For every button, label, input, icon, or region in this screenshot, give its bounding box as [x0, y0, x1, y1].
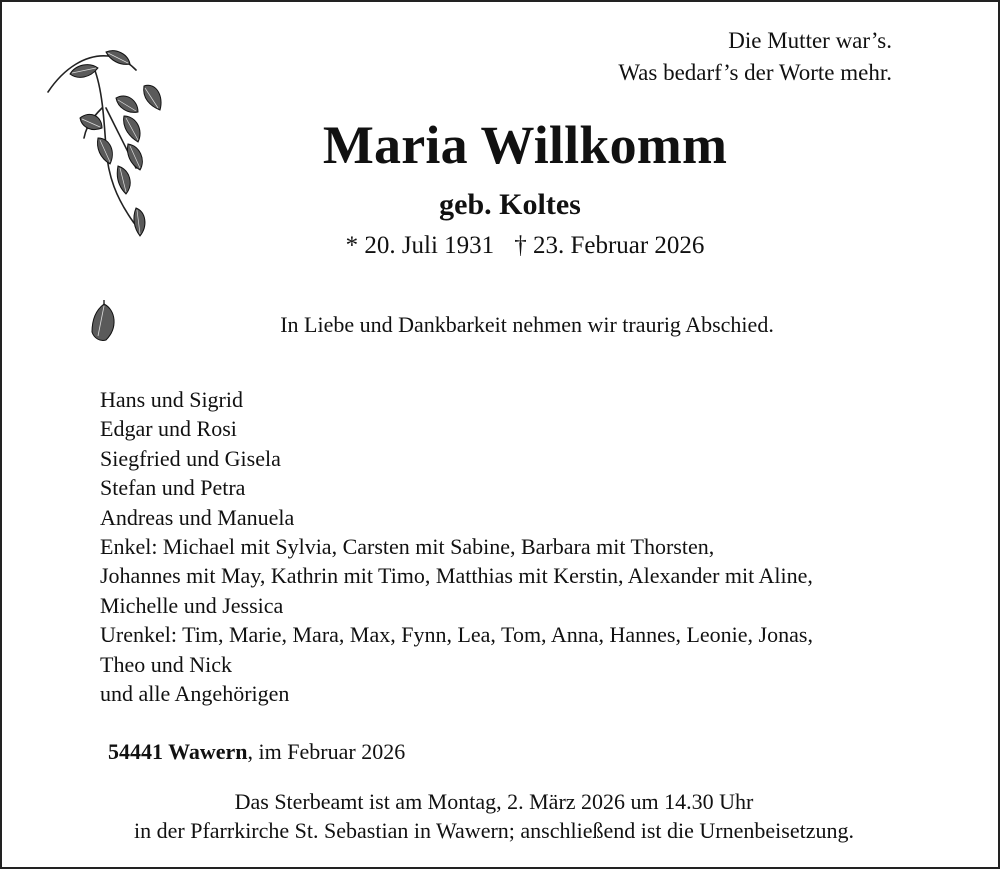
- service-line-2: in der Pfarrkirche St. Sebastian in Wawern; anschließend ist die Urnenbeisetzung.: [134, 818, 854, 843]
- place-date: , im Februar 2026: [247, 739, 406, 764]
- mourner-line: Michelle und Jessica: [100, 592, 284, 618]
- mourner-line: Theo und Nick: [100, 651, 232, 677]
- death-date: † 23. Februar 2026: [514, 232, 705, 259]
- mourner-line: Johannes mit May, Kathrin mit Timo, Matthias mit Kerstin, Alexander mit Aline,: [100, 563, 813, 589]
- mourner-line: Stefan und Petra: [100, 475, 246, 501]
- birth-name: geb. Koltes: [439, 188, 581, 221]
- service-info: [2, 787, 986, 845]
- mourner-line: Enkel: Michael mit Sylvia, Carsten mit Sabine, Barbara mit Thorsten,: [100, 534, 715, 560]
- service-line-1: Das Sterbeamt ist am Montag, 2. März 2026 um 14.30 Uhr: [234, 789, 754, 814]
- quote-line-1: Die Mutter war’s.: [728, 28, 892, 53]
- mourner-line: Urenkel: Tim, Marie, Mara, Max, Fynn, Lea, Tom, Anna, Hannes, Leonie, Jonas,: [100, 622, 813, 648]
- farewell-text: In Liebe und Dankbarkeit nehmen wir traurig Abschied.: [280, 312, 774, 337]
- mourners-list: [100, 385, 813, 708]
- mourner-line: Hans und Sigrid: [100, 387, 243, 412]
- mourner-line: Siegfried und Gisela: [100, 445, 281, 471]
- place-date-line: [108, 739, 405, 765]
- quote-line-2: Was bedarf’s der Worte mehr.: [618, 60, 892, 85]
- birth-date: * 20. Juli 1931: [345, 232, 495, 259]
- mourner-line: Andreas und Manuela: [100, 504, 295, 530]
- deceased-name: Maria Willkomm: [322, 115, 728, 175]
- mourner-line: und alle Angehörigen: [100, 681, 290, 707]
- mourner-line: Edgar und Rosi: [100, 416, 237, 442]
- life-dates: [2, 232, 1000, 260]
- place-location: 54441 Wawern: [108, 739, 248, 764]
